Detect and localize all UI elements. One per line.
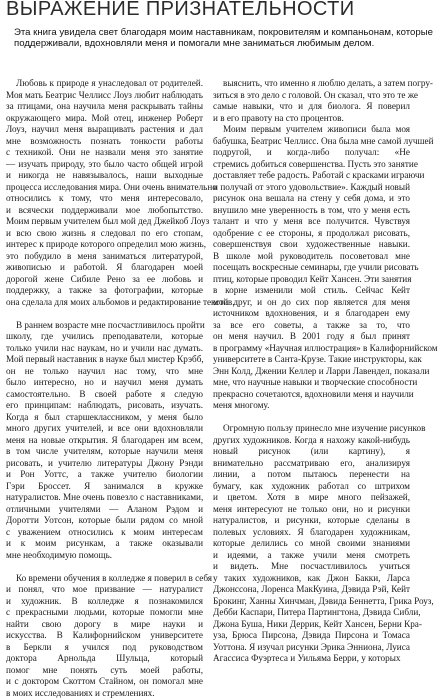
text-line: Джонссона, Лоренса МакКуина, Дэвида Рэй, Кейт	[213, 584, 410, 596]
text-line: прекрасно сочетаются, вдохновили меня и научили	[213, 389, 410, 401]
text-line: Моя мать Беатрис Челлисс Лоуз любит наблюдать	[6, 90, 203, 102]
text-line: он не только научил нас тому, что мне	[6, 366, 203, 378]
text-line: найти свою дорогу в мире науки и	[6, 619, 203, 631]
text-line: он меня научил. В 2001 году я был принят	[213, 331, 410, 343]
text-line: натуралистов, и рисунки, которые сделаны в	[213, 515, 410, 527]
text-line: линии, а потом пытаюсь перенести на	[213, 469, 410, 481]
text-line: поддержку, а также за фотографии, которые	[6, 285, 203, 297]
text-line: и всячески поддерживали мое любопытство.	[6, 205, 203, 217]
text-line: это побудило в меня заниматься литературой,	[6, 251, 203, 263]
text-line: Дебби Каспари, Питера Партингтона, Дэвида Сибли,	[213, 607, 410, 619]
text-line: стремись добиться совершенства. Пусть это занятие	[213, 159, 410, 171]
text-line: и Рон Уоттс, а также учителю биологии	[6, 469, 203, 481]
left-column	[6, 78, 203, 699]
text-line: и получай от этого удовольствие». Каждый новый	[213, 182, 410, 194]
text-line: было интересно, но и научил меня думать	[6, 377, 203, 389]
text-line: — изучать природу, это было часто общей игрой	[6, 159, 203, 171]
text-line: Огромную пользу принесло мне изучение рисунков	[213, 423, 410, 435]
text-line: университете в Санта-Крузе. Такие инструкторы, как	[213, 354, 410, 366]
page-title: ВЫРАЖЕНИЕ ПРИЗНАТЕЛЬНОСТИ	[6, 0, 354, 21]
text-line: за все его советы, а также за то, что	[213, 320, 410, 332]
text-line: самые навыки, что и для биолога. Я поверил	[213, 101, 410, 113]
text-line: Мой первый наставник в науке был мистер Крэбб,	[6, 354, 203, 366]
text-line: мне, что научные навыки и творческие способности	[213, 377, 410, 389]
text-line: Гэри Броссет. Я занимался в кружке	[6, 481, 203, 493]
text-line: и идеями, а также учили меня смотреть	[213, 550, 410, 562]
text-line: зиться в это дело с головой. Он сказал, что это те же	[213, 90, 410, 102]
text-line: Джона Буша, Ники Деррик, Кейт Хансен, Берни Кра-	[213, 619, 410, 631]
text-line: за птицами, она научила меня раскрывать тайны	[6, 101, 203, 113]
text-line: процесса исследования мира. Они очень внимательно	[6, 182, 203, 194]
text-line: выяснить, что именно я люблю делать, а затем погру-	[213, 78, 410, 90]
lead-line: поддерживали, вдохновляли меня и помогали мне заниматься любимым делом.	[14, 38, 406, 49]
text-line: Лоуз, научил меня выращивать растения и дал	[6, 124, 203, 136]
paragraph-gap	[6, 561, 203, 573]
text-line: В раннем возрасте мне посчастливилось пройти	[6, 320, 203, 332]
text-line: одобрение с ее стороны, я продолжал рисовать,	[213, 228, 410, 240]
text-line: с техникой. Они не назвали меня это занятие	[6, 147, 203, 159]
text-line: и в его правоту на сто процентов.	[213, 113, 410, 125]
lead-paragraph	[14, 27, 406, 50]
text-line: в корне изменили мой стиль. Сейчас Кейт	[213, 285, 410, 297]
text-line: мне возможность познать тонкости работы	[6, 136, 203, 148]
text-line: в Беркли я учился под руководством	[6, 642, 203, 654]
text-line: полевых условиях. Я благодарен художникам,	[213, 527, 410, 539]
text-line: Любовь к природе я унаследовал от родителей.	[6, 78, 203, 90]
right-column	[213, 78, 410, 665]
text-line: меня интересуют не только они, но и рисунки	[213, 504, 410, 516]
text-line: она сделала для моих альбомов и редактирование текстов.	[6, 297, 203, 309]
text-line: у таких художников, как Джон Бакки, Ларса	[213, 573, 410, 585]
text-line: только учили нас наукам, но и учили нас думать.	[6, 343, 203, 355]
text-line: живописью и работой. Я благодарен моей	[6, 262, 203, 274]
text-line: которые делились со мной своими знаниями	[213, 538, 410, 550]
text-line: совершенствуя свои художественные навыки.	[213, 239, 410, 251]
text-line: с уважением относились к моим интересам	[6, 527, 203, 539]
text-line: в программу «Научная иллюстрация» в Калифорнийском	[213, 343, 410, 355]
text-line: рисунок она вешала на стену у себя дома, и это	[213, 193, 410, 205]
text-line: Моим первым учителем был мой дед Джейкоб Лоуз	[6, 216, 203, 228]
text-line: меня многому.	[213, 400, 410, 412]
paragraph-gap	[213, 412, 410, 424]
text-line: окружающего мира. Мой отец, инженер Роберт	[6, 113, 203, 125]
text-line: помог мне понять суть моей работы,	[6, 665, 203, 677]
text-line: доставляет тебе радость. Работай с красками играючи	[213, 170, 410, 182]
text-line: искусства. В Калифорнийском университете	[6, 630, 203, 642]
text-line: и понял, что мое призвание — натуралист	[6, 584, 203, 596]
text-line: Когда я был старшеклассником, у меня было	[6, 412, 203, 424]
text-line: подругой, и когда-либо получал: «Не	[213, 147, 410, 159]
text-line: новый рисунок (или картину), я	[213, 446, 410, 458]
text-line: других художников. Когда я нахожу какой-нибудь	[213, 435, 410, 447]
text-line: мне необходимую помощь.	[6, 550, 203, 562]
text-line: Моим первым учителем живописи была моя	[213, 124, 410, 136]
text-line: Агассиса Фуэртеса и Уильяма Берри, у которых	[213, 653, 410, 665]
text-line: с прекрасными людьми, которые помогли мне	[6, 607, 203, 619]
text-line: бумагу, как художник работал со штрихом	[213, 481, 410, 493]
text-line: в том числе учителям, которые научили меня	[6, 446, 203, 458]
text-line: Энн Колд, Джении Келлер и Ларри Лавендел, показали	[213, 366, 410, 378]
text-line: мой друг, и он до сих пор является для меня	[213, 297, 410, 309]
text-line: талант и что у меня все получится. Чувствуя	[213, 216, 410, 228]
text-line: Доротти Уотсон, которые были рядом со мной	[6, 515, 203, 527]
text-line: птиц, которые проводил Кейт Хансен. Эти занятия	[213, 274, 410, 286]
text-line: его принципам: наблюдать, рисовать, изучать.	[6, 400, 203, 412]
text-line: и к моим рисункам, а также оказывали	[6, 538, 203, 550]
text-line: доктора Арнольда Шульца, который	[6, 653, 203, 665]
text-line: в моих исследованиях и стремлениях.	[6, 688, 203, 699]
text-line: уза, Брюса Пирсона, Дэвида Пирсона и Томаса	[213, 630, 410, 642]
text-line: Брокинг, Ханны Хинчман, Дэвида Беннетта, Грика Роуз,	[213, 596, 410, 608]
text-line: бабушка, Беатрис Челлисс. Она была мне самой лучшей	[213, 136, 410, 148]
text-line: внушило мне уверенность в том, что у меня есть	[213, 205, 410, 217]
text-line: много других учителей, и все они вдохновляли	[6, 423, 203, 435]
text-line: дорогой жене Сибиле Рено за ее любовь и	[6, 274, 203, 286]
text-line: и видеть. Мне посчастливилось учиться	[213, 561, 410, 573]
text-line: и всю свою жизнь я следовал по его стопам,	[6, 228, 203, 240]
text-line: натуралистов. Мне очень повезло с наставниками,	[6, 492, 203, 504]
text-line: интерес к природе которого определил мою жизнь,	[6, 239, 203, 251]
paragraph-gap	[6, 308, 203, 320]
text-line: источником вдохновения, и я благодарен ему	[213, 308, 410, 320]
text-line: и с доктором Скоттом Стайном, он помогал мне	[6, 676, 203, 688]
text-line: рисовать, и учителю литературы Джону Рэнди	[6, 458, 203, 470]
text-line: меня на новые открытия. Я благодарен им всем,	[6, 435, 203, 447]
text-line: школу, где учились преподаватели, которые	[6, 331, 203, 343]
text-line: и цветом. Хотя в мире много пейзажей,	[213, 492, 410, 504]
text-line: В школе мой руководитель посоветовал мне	[213, 251, 410, 263]
text-line: внимательно рассматриваю его, анализируя	[213, 458, 410, 470]
text-line: посещать воскресные семинары, где учили рисовать	[213, 262, 410, 274]
text-line: относились к тому, что меня интересовало,	[6, 193, 203, 205]
text-line: Уоттона. Я изучал рисунки Эрика Энниона, Луиса	[213, 642, 410, 654]
text-line: и художник. В колледже я познакомился	[6, 596, 203, 608]
text-line: самостоятельно. В своей работе я следую	[6, 389, 203, 401]
text-line: отличными учителями — Аланом Рэдом и	[6, 504, 203, 516]
lead-line: Эта книга увидела свет благодаря моим наставникам, покровителям и компаньонам, которые	[14, 27, 406, 38]
text-line: и никогда не навязывалось, наши выходные	[6, 170, 203, 182]
text-line: Ко времени обучения в колледже я поверил в себя	[6, 573, 203, 585]
